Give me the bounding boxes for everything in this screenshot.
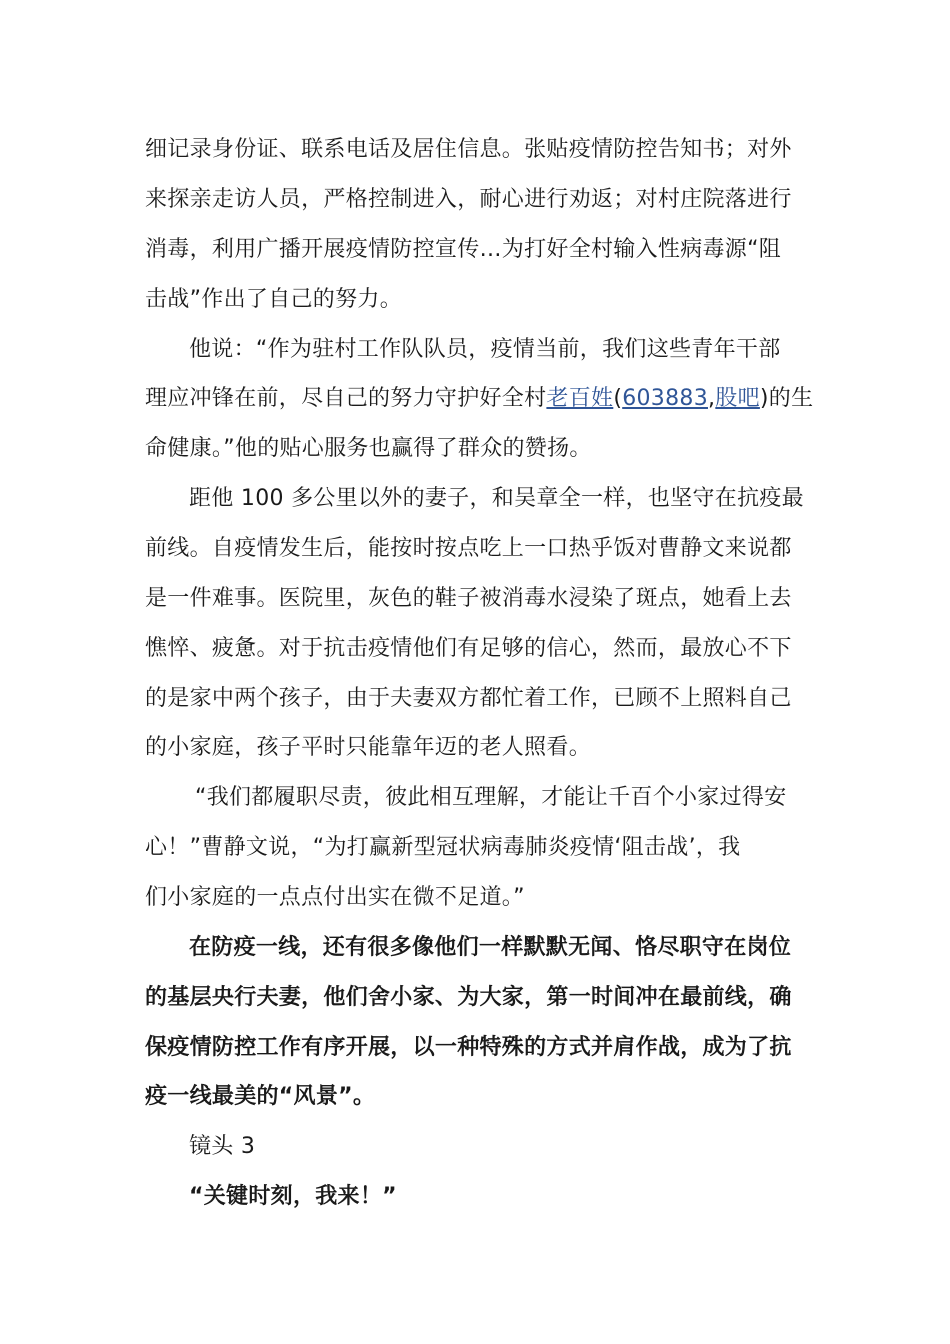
section-heading: 镜头 3 [189,1134,256,1159]
bold-paragraph-line-1: 在防疫一线，还有很多像他们一样默默无闻、恪尽职守在岗位 [189,935,792,960]
bold-paragraph-line-2: 的基层央行夫妻，他们舍小家、为大家，第一时间冲在最前线，确 [145,985,792,1010]
section-subheading: “关键时刻，我来！” [189,1184,397,1209]
paragraph-line-6-rest: )的生 [759,386,814,411]
paragraph-line-2: 来探亲走访人员，严格控制进入，耐心进行劝返；对村庄院落进行 [145,187,792,212]
paragraph-line-6 [145,384,815,414]
forum-link[interactable]: 股吧 [715,386,760,411]
paragraph-line-4: 击战”作出了自己的努力。 [145,287,402,312]
paragraph-line-12: 的是家中两个孩子，由于夫妻双方都忙着工作，已顾不上照料自己 [145,686,792,711]
paragraph-line-7: 命健康。”他的贴心服务也赢得了群众的赞扬。 [145,436,592,461]
paragraph-line-13: 的小家庭，孩子平时只能靠年迈的老人照看。 [145,735,592,760]
paragraph-line-1: 细记录身份证、联系电话及居住信息。张贴疫情防控告知书；对外 [145,137,792,162]
stock-name-link[interactable]: 老百姓 [546,386,614,411]
paragraph-line-5: 他说：“作为驻村工作队队员，疫情当前，我们这些青年干部 [189,337,781,362]
bold-paragraph-line-4: 疫一线最美的“风景”。 [145,1084,376,1109]
paragraph-line-10: 是一件难事。医院里，灰色的鞋子被消毒水浸染了斑点，她看上去 [145,586,792,611]
comma: , [708,386,716,411]
stock-code-link[interactable]: 603883 [622,386,708,411]
paragraph-line-6-text: 理应冲锋在前，尽自己的努力守护好全村 [145,386,547,411]
paragraph-line-15: 心！”曹静文说，“为打赢新型冠状病毒肺炎疫情‘阻击战’，我 [145,835,741,860]
open-paren: ( [613,386,623,411]
paragraph-line-14: “我们都履职尽责，彼此相互理解，才能让千百个小家过得安 [195,785,787,810]
bold-paragraph-line-3: 保疫情防控工作有序开展，以一种特殊的方式并肩作战，成为了抗 [145,1035,792,1060]
paragraph-line-8: 距他 100 多公里以外的妻子，和吴章全一样，也坚守在抗疫最 [189,486,804,511]
paragraph-line-11: 憔悴、疲惫。对于抗击疫情他们有足够的信心，然而，最放心不下 [145,636,792,661]
paragraph-line-16: 们小家庭的一点点付出实在微不足道。” [145,885,525,910]
paragraph-line-9: 前线。自疫情发生后，能按时按点吃上一口热乎饭对曹静文来说都 [145,536,792,561]
paragraph-line-3: 消毒，利用广播开展疫情防控宣传…为打好全村输入性病毒源“阻 [145,237,782,262]
